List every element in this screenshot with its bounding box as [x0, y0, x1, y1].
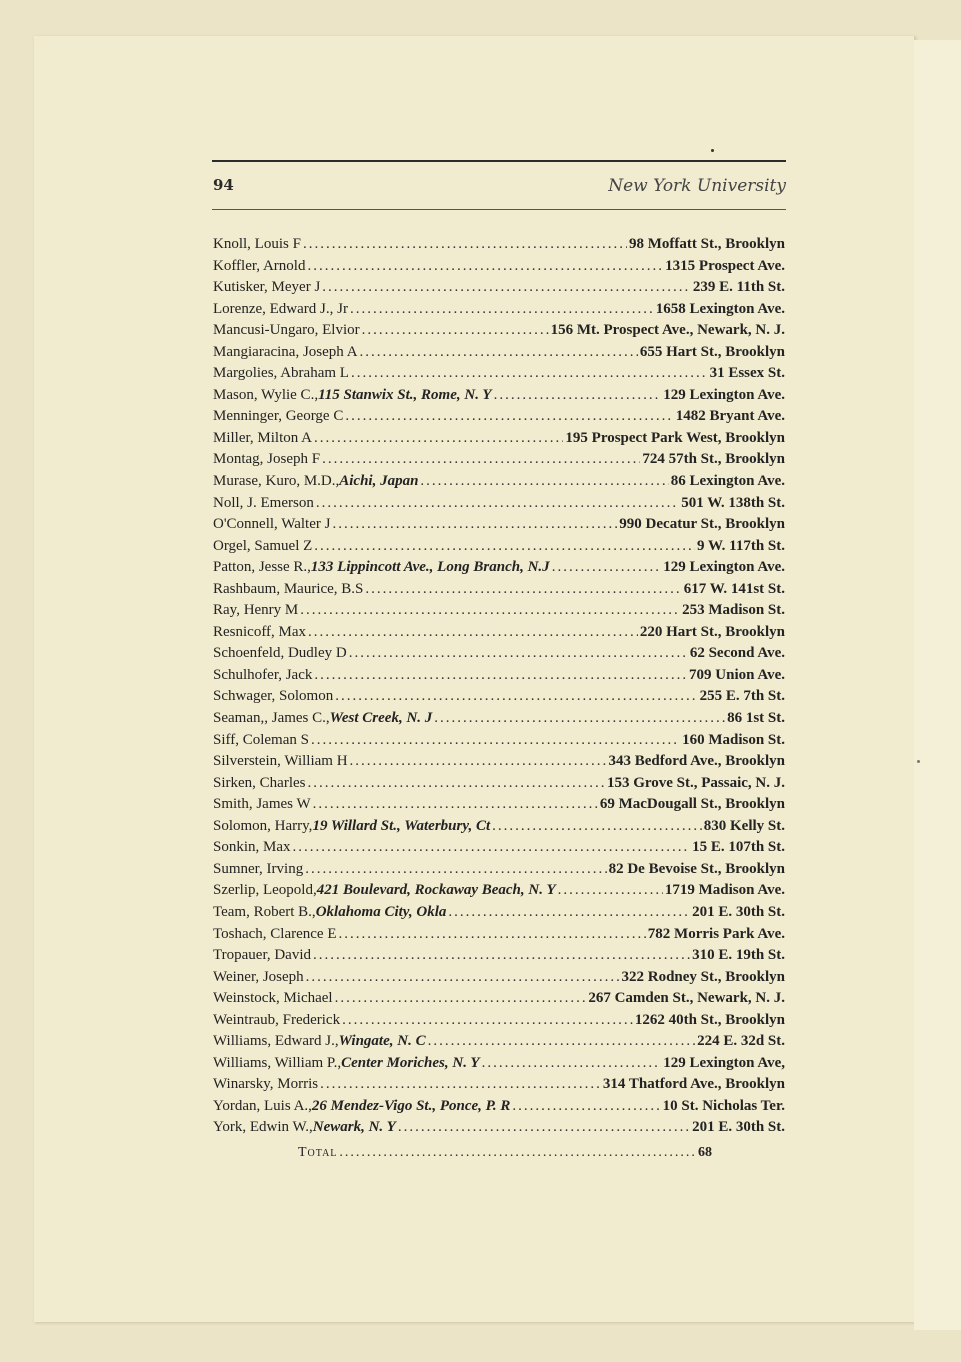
- entry-address: 239 E. 11th St.: [692, 279, 785, 296]
- directory-entry: [213, 363, 785, 385]
- entry-address: 1658 Lexington Ave.: [655, 300, 785, 317]
- dot-leader: [420, 471, 668, 493]
- dot-leader: [482, 1053, 662, 1075]
- directory-entry: [213, 665, 785, 687]
- total-label: Total: [298, 1145, 338, 1160]
- entry-name: Mangiaracina, Joseph A: [213, 343, 358, 360]
- entry-address: 224 E. 32d St.: [697, 1033, 785, 1050]
- entry-address: 129 Lexington Ave.: [663, 386, 785, 403]
- directory-entry: [213, 493, 785, 515]
- directory-entry: [213, 579, 785, 601]
- entry-address: 1315 Prospect Ave.: [665, 257, 785, 274]
- entry-home-address: Newark, N. Y: [312, 1119, 396, 1136]
- entry-address: 267 Camden St., Newark, N. J.: [588, 990, 785, 1007]
- directory-entry: [213, 708, 785, 730]
- directory-entry: [213, 859, 785, 881]
- entry-name: Williams, Edward J.,: [213, 1033, 339, 1050]
- entry-address: 1482 Bryant Ave.: [675, 408, 785, 425]
- dot-leader: [492, 816, 702, 838]
- dot-leader: [512, 1096, 660, 1118]
- entry-address: 709 Union Ave.: [689, 666, 785, 683]
- directory-entry: [213, 837, 785, 859]
- entry-address: 129 Lexington Ave,: [663, 1054, 785, 1071]
- dot-leader: [360, 342, 638, 364]
- entry-address: 253 Madison St.: [682, 602, 785, 619]
- entry-home-address: 133 Lippincott Ave., Long Branch, N.J: [310, 559, 550, 576]
- page-number: 94: [213, 176, 234, 194]
- entry-address: 617 W. 141st St.: [683, 580, 785, 597]
- dot-leader: [342, 1010, 633, 1032]
- dot-leader: [307, 773, 604, 795]
- ink-speck: [711, 149, 714, 152]
- entry-address: 153 Grove St., Passaic, N. J.: [606, 774, 785, 791]
- dot-leader: [305, 859, 606, 881]
- entry-name: Schoenfeld, Dudley D: [213, 645, 347, 662]
- dot-leader: [552, 557, 662, 579]
- dot-leader: [322, 449, 640, 471]
- entry-home-address: Wingate, N. C: [338, 1033, 426, 1050]
- directory-entry: [213, 967, 785, 989]
- dot-leader: [365, 579, 681, 601]
- entry-address: 655 Hart St., Brooklyn: [639, 343, 785, 360]
- entry-name: Sumner, Irving: [213, 860, 304, 877]
- entry-name: Koffler, Arnold: [213, 257, 306, 274]
- dot-leader: [320, 1074, 601, 1096]
- entry-address: 86 1st St.: [727, 710, 785, 727]
- entry-name: Seaman,, James C.,: [213, 710, 330, 727]
- entry-name: Winarsky, Morris: [213, 1076, 319, 1093]
- entry-address: 322 Rodney St., Brooklyn: [621, 968, 785, 985]
- dot-leader: [314, 428, 563, 450]
- entry-home-address: Aichi, Japan: [339, 473, 419, 490]
- entry-name: Weinstock, Michael: [213, 990, 333, 1007]
- directory-entry: [213, 428, 785, 450]
- entry-home-address: 19 Willard St., Waterbury, Ct: [312, 817, 491, 834]
- entry-home-address: Center Moriches, N. Y: [341, 1054, 480, 1071]
- entry-name: Schwager, Solomon: [213, 688, 334, 705]
- directory-entry: [213, 406, 785, 428]
- entry-address: 501 W. 138th St.: [681, 494, 785, 511]
- header-top-rule: [212, 160, 786, 162]
- dot-leader: [316, 493, 679, 515]
- entry-address: 62 Second Ave.: [689, 645, 785, 662]
- entry-name: Murase, Kuro, M.D.,: [213, 473, 340, 490]
- directory-entry: [213, 1010, 785, 1032]
- entry-name: Resnicoff, Max: [213, 623, 307, 640]
- dot-leader: [350, 299, 654, 321]
- entry-name: O'Connell, Walter J: [213, 516, 331, 533]
- directory-entry: [213, 751, 785, 773]
- dot-leader: [448, 902, 690, 924]
- entry-name: Schulhofer, Jack: [213, 666, 313, 683]
- entry-address: 314 Thatford Ave., Brooklyn: [602, 1076, 785, 1093]
- dot-leader: [314, 536, 695, 558]
- directory-list: [213, 234, 785, 1139]
- entry-name: Mason, Wylie C.,: [213, 386, 319, 403]
- dot-leader: [322, 277, 691, 299]
- dot-leader: [351, 363, 708, 385]
- dot-leader: [311, 730, 680, 752]
- directory-entry: [213, 794, 785, 816]
- entry-name: Ray, Henry M: [213, 602, 299, 619]
- dot-leader: [313, 794, 598, 816]
- dot-leader: [307, 256, 663, 278]
- dot-leader: [308, 622, 638, 644]
- dot-leader: [398, 1117, 690, 1139]
- entry-name: Kutisker, Meyer J: [213, 279, 321, 296]
- directory-entry: [213, 988, 785, 1010]
- entry-name: Toshach, Clarence E: [213, 925, 337, 942]
- directory-entry: [213, 880, 785, 902]
- entry-home-address: West Creek, N. J: [329, 710, 433, 727]
- entry-address: 10 St. Nicholas Ter.: [662, 1097, 785, 1114]
- entry-address: 69 MacDougall St., Brooklyn: [599, 796, 785, 813]
- entry-home-address: 115 Stanwix St., Rome, N. Y: [318, 386, 492, 403]
- total-value: 68: [698, 1145, 712, 1160]
- entry-name: Lorenze, Edward J., Jr: [213, 300, 348, 317]
- directory-entry: [213, 686, 785, 708]
- dot-leader: [428, 1031, 695, 1053]
- directory-entry: [213, 945, 785, 967]
- directory-entry: [213, 730, 785, 752]
- entry-address: 201 E. 30th St.: [692, 1119, 785, 1136]
- directory-entry: [213, 514, 785, 536]
- directory-entry: [213, 1096, 785, 1118]
- dot-leader: [494, 385, 662, 407]
- directory-entry: [213, 342, 785, 364]
- directory-entry: [213, 256, 785, 278]
- ink-speck: [917, 760, 920, 763]
- entry-name: Team, Robert B.,: [213, 903, 316, 920]
- dot-leader: [335, 686, 697, 708]
- dot-leader: [314, 665, 687, 687]
- entry-name: Szerlip, Leopold,: [213, 882, 317, 899]
- directory-entry: [213, 773, 785, 795]
- directory-entry: [213, 277, 785, 299]
- entry-address: 724 57th St., Brooklyn: [642, 451, 785, 468]
- directory-entry: [213, 622, 785, 644]
- entry-address: 255 E. 7th St.: [699, 688, 785, 705]
- entry-name: Tropauer, David: [213, 947, 311, 964]
- directory-entry: [213, 600, 785, 622]
- directory-entry: [213, 385, 785, 407]
- entry-address: 343 Bedford Ave., Brooklyn: [608, 753, 785, 770]
- directory-entry: [213, 449, 785, 471]
- entry-name: Weiner, Joseph: [213, 968, 304, 985]
- dot-leader: [293, 837, 691, 859]
- entry-address: 830 Kelly St.: [703, 817, 785, 834]
- entry-name: Orgel, Samuel Z: [213, 537, 313, 554]
- dot-leader: [362, 320, 549, 342]
- directory-entry: [213, 299, 785, 321]
- entry-name: York, Edwin W.,: [213, 1119, 313, 1136]
- entry-address: 782 Morris Park Ave.: [647, 925, 785, 942]
- next-page-edge: [914, 40, 961, 1330]
- directory-entry: [213, 643, 785, 665]
- total-line: [298, 1143, 712, 1163]
- directory-entry: [213, 924, 785, 946]
- entry-address: 220 Hart St., Brooklyn: [639, 623, 785, 640]
- entry-name: Siff, Coleman S: [213, 731, 309, 748]
- dot-leader: [338, 924, 645, 946]
- dot-leader: [339, 1143, 696, 1163]
- dot-leader: [335, 988, 587, 1010]
- dot-leader: [303, 234, 627, 256]
- entry-address: 195 Prospect Park West, Brooklyn: [565, 429, 785, 446]
- dot-leader: [434, 708, 725, 730]
- entry-home-address: 421 Boulevard, Rockaway Beach, N. Y: [316, 882, 556, 899]
- dot-leader: [345, 406, 673, 428]
- entry-name: Weintraub, Frederick: [213, 1011, 341, 1028]
- entry-address: 1262 40th St., Brooklyn: [634, 1011, 785, 1028]
- entry-name: Rashbaum, Maurice, B.S: [213, 580, 364, 597]
- entry-name: Solomon, Harry,: [213, 817, 313, 834]
- entry-address: 86 Lexington Ave.: [670, 473, 785, 490]
- dot-leader: [332, 514, 617, 536]
- entry-address: 129 Lexington Ave.: [663, 559, 785, 576]
- entry-address: 15 E. 107th St.: [692, 839, 785, 856]
- dot-leader: [306, 967, 620, 989]
- entry-address: 990 Decatur St., Brooklyn: [619, 516, 785, 533]
- directory-entry: [213, 816, 785, 838]
- dot-leader: [313, 945, 690, 967]
- entry-name: Knoll, Louis F: [213, 236, 301, 252]
- entry-name: Margolies, Abraham L: [213, 365, 349, 382]
- entry-name: Noll, J. Emerson: [213, 494, 314, 511]
- directory-entry: [213, 1074, 785, 1096]
- entry-home-address: Oklahoma City, Okla: [315, 903, 447, 920]
- entry-name: Miller, Milton A: [213, 429, 312, 446]
- entry-address: 98 Moffatt St., Brooklyn: [629, 236, 785, 252]
- dot-leader: [350, 751, 607, 773]
- dot-leader: [300, 600, 680, 622]
- dot-leader: [558, 880, 663, 902]
- directory-entry: [213, 1031, 785, 1053]
- entry-name: Smith, James W: [213, 796, 311, 813]
- directory-entry: [213, 557, 785, 579]
- directory-entry: [213, 536, 785, 558]
- running-head: New York University: [608, 176, 786, 196]
- entry-name: Sirken, Charles: [213, 774, 306, 791]
- entry-address: 31 Essex St.: [709, 365, 785, 382]
- dot-leader: [349, 643, 688, 665]
- entry-address: 156 Mt. Prospect Ave., Newark, N. J.: [550, 322, 785, 339]
- directory-entry: [213, 234, 785, 256]
- entry-address: 82 De Bevoise St., Brooklyn: [608, 860, 785, 877]
- entry-name: Yordan, Luis A.,: [213, 1097, 312, 1114]
- header-bottom-rule: [212, 209, 786, 210]
- directory-entry: [213, 320, 785, 342]
- directory-entry: [213, 471, 785, 493]
- entry-address: 160 Madison St.: [682, 731, 785, 748]
- entry-name: Williams, William P.,: [213, 1054, 342, 1071]
- entry-name: Sonkin, Max: [213, 839, 291, 856]
- entry-name: Mancusi-Ungaro, Elvior: [213, 322, 360, 339]
- entry-name: Montag, Joseph F: [213, 451, 321, 468]
- directory-entry: [213, 1117, 785, 1139]
- entry-name: Silverstein, William H: [213, 753, 348, 770]
- directory-entry: [213, 902, 785, 924]
- entry-name: Menninger, George C: [213, 408, 344, 425]
- entry-name: Patton, Jesse R.,: [213, 559, 311, 576]
- directory-entry: [213, 1053, 785, 1075]
- entry-address: 1719 Madison Ave.: [664, 882, 785, 899]
- entry-address: 201 E. 30th St.: [692, 903, 785, 920]
- entry-address: 9 W. 117th St.: [697, 537, 785, 554]
- entry-address: 310 E. 19th St.: [692, 947, 785, 964]
- entry-home-address: 26 Mendez-Vigo St., Ponce, P. R: [311, 1097, 511, 1114]
